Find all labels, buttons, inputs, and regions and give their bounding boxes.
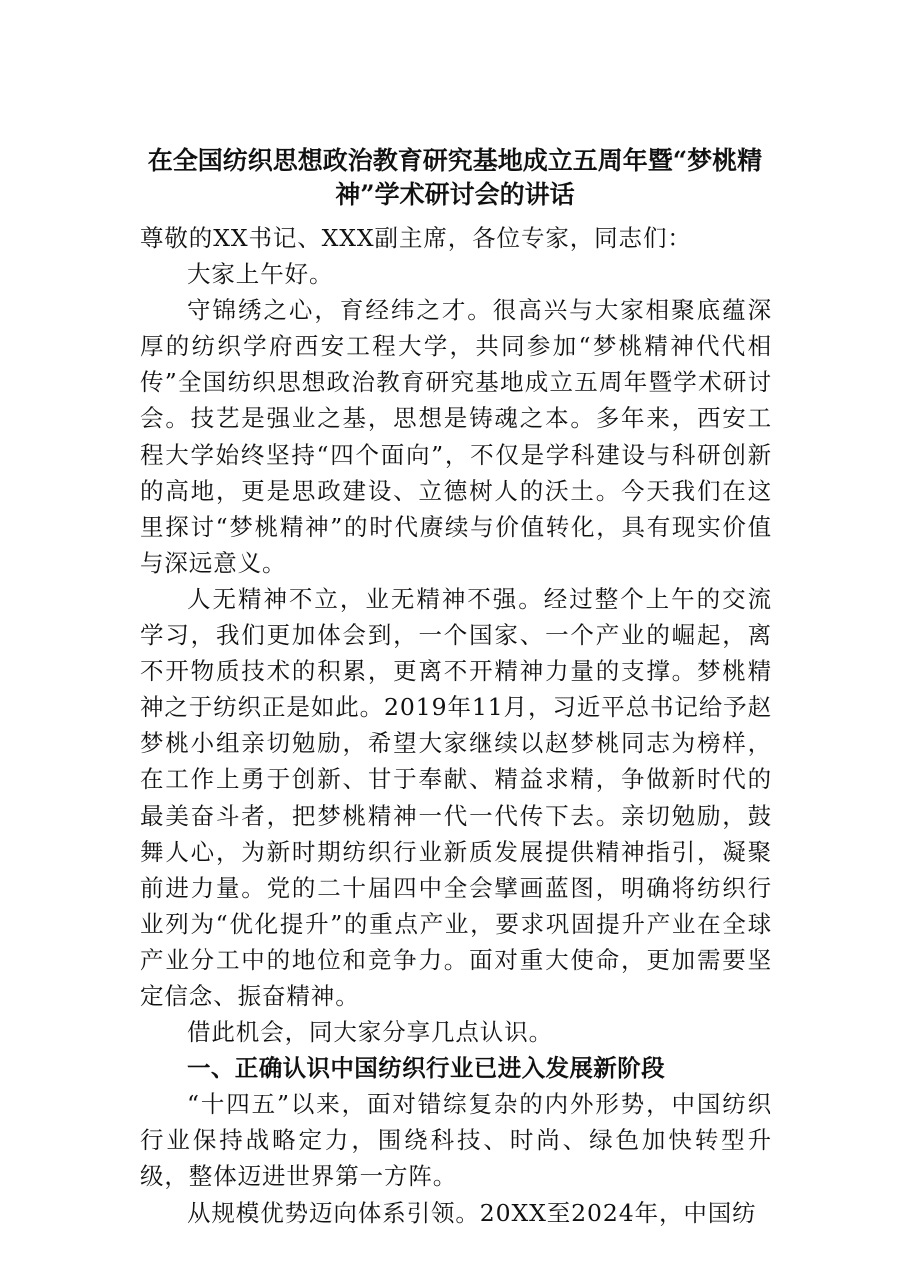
paragraph-intro: 守锦绣之心，育经纬之才。很高兴与大家相聚底蕴深厚的纺织学府西安工程大学，共同参加“梦桃精神代代相传”全国纺织思想政治教育研究基地成立五周年暨学术研讨会。技艺是强业之基，思想是铸魂之本。多年来，西安工程大学始终坚持“四个面向”，不仅是学科建设与科研创新的高地，更是思政建设、立德树人的沃土。今天我们在这里探讨“梦桃精神”的时代赓续与价值转化，具有现实价值与深远意义。 — [140, 296, 772, 577]
document-title: 在全国纺织思想政治教育研究基地成立五周年暨“梦桃精神”学术研讨会的讲话 — [147, 146, 763, 209]
paragraph-spirit: 人无精神不立，业无精神不强。经过整个上午的交流学习，我们更加体会到，一个国家、一个产业的崛起，离不开物质技术的积累，更离不开精神力量的支撑。梦桃精神之于纺织正是如此。2019年11月，习近平总书记给予赵梦桃小组亲切勉励，希望大家继续以赵梦桃同志为榜样，在工作上勇于创新、甘于奉献、精益求精，争做新时代的最美奋斗者，把梦桃精神一代一代传下去。亲切勉励，鼓舞人心，为新时期纺织行业新质发展提供精神指引，凝聚前进力量。党的二十届四中全会擘画蓝图，明确将纺织行业列为“优化提升”的重点产业，要求巩固提升产业在全球产业分工中的地位和竞争力。面对重大使命，更加需要坚定信念、振奋精神。 — [140, 584, 772, 1010]
document-body — [140, 220, 772, 1231]
paragraph-section-2: 从规模优势迈向体系引领。20XX至2024年，中国纺 — [187, 1198, 757, 1227]
section-heading: 一、正确认识中国纺织行业已进入发展新阶段 — [187, 1054, 665, 1083]
paragraph-greeting: 大家上午好。 — [187, 260, 334, 289]
paragraph-section-1: “十四五”以来，面对错综复杂的内外形势，中国纺织行业保持战略定力，围绕科技、时尚、绿色加快转型升级，整体迈进世界第一方阵。 — [140, 1090, 772, 1191]
salutation: 尊敬的XX书记、XXX副主席，各位专家，同志们： — [140, 224, 692, 252]
paragraph-transition: 借此机会，同大家分享几点认识。 — [187, 1018, 553, 1047]
